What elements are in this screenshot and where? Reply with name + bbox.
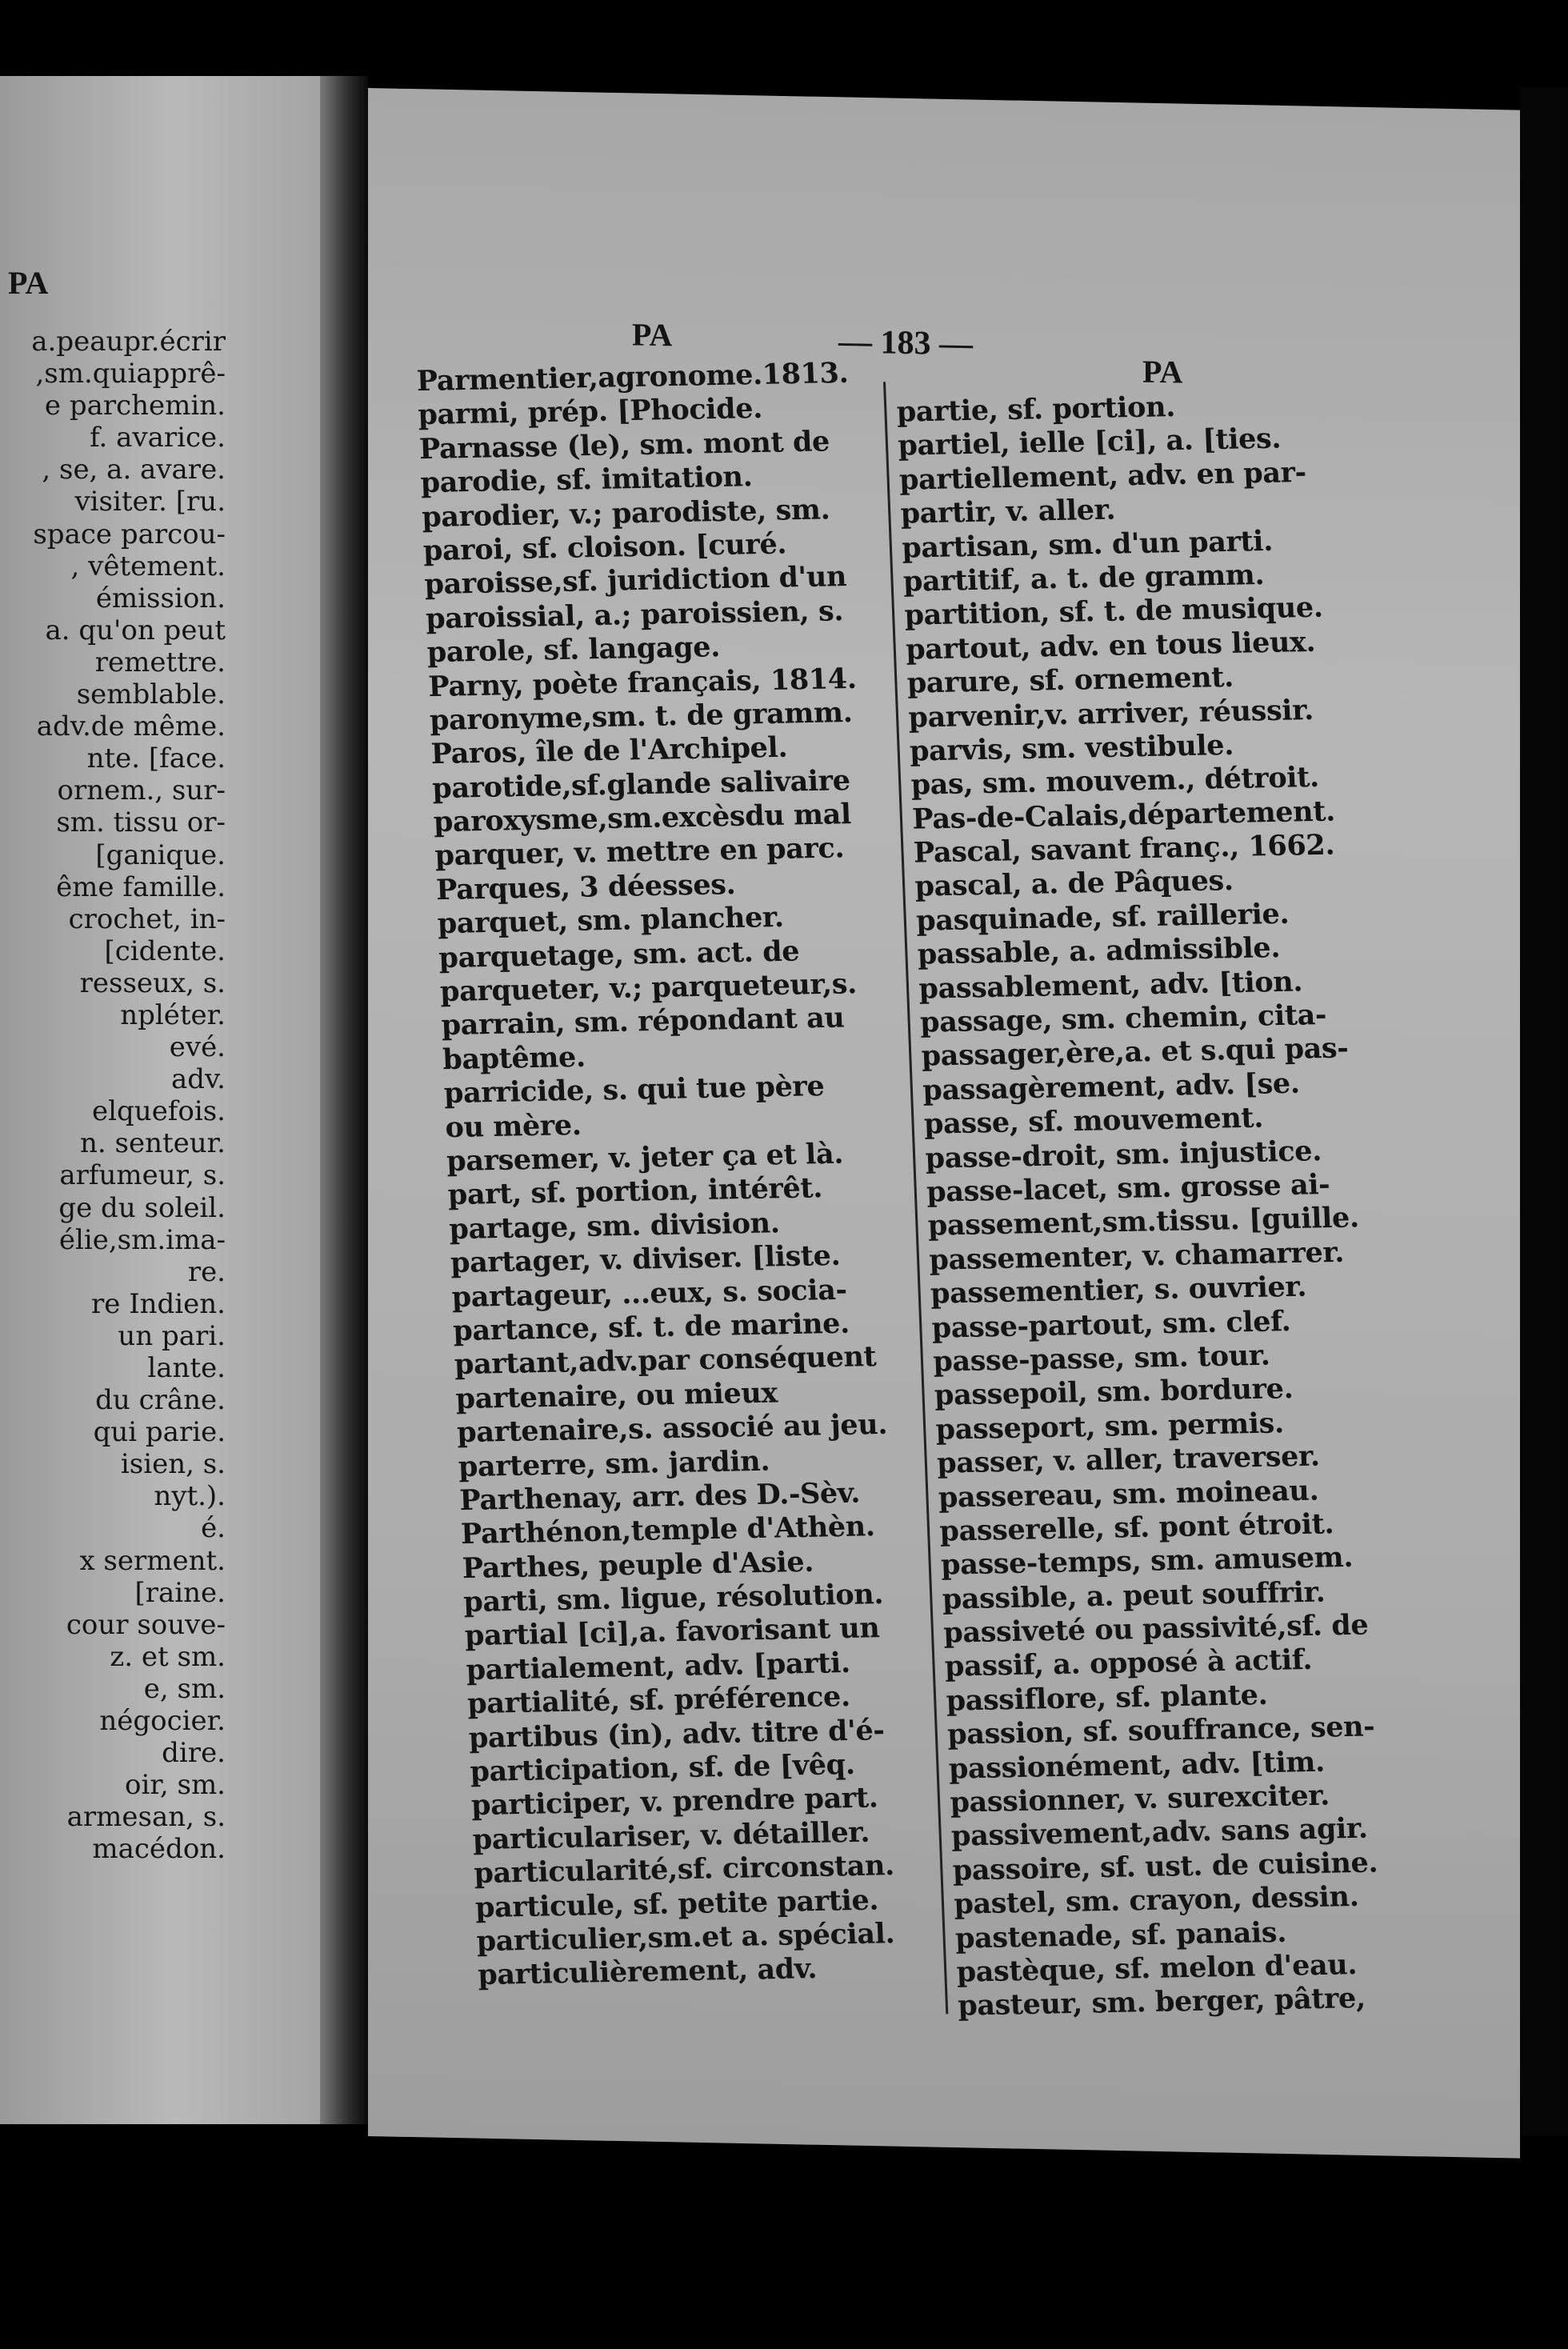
dictionary-entry-line: parqueter, v.; parqueteur,s. [439, 967, 858, 1009]
dictionary-entry-line: passager,ère,a. et s.qui pas- [920, 1031, 1350, 1074]
dictionary-entry-line: evé. [169, 1031, 226, 1064]
dictionary-entry-line: passivement,adv. sans agir. [950, 1812, 1369, 1854]
dictionary-entry-line: partenaire,s. associé au jeu. [456, 1407, 888, 1450]
running-head-right: PA [1142, 353, 1183, 390]
dictionary-entry-line: partage, sm. division. [448, 1206, 781, 1246]
dictionary-entry-line: [raine. [134, 1576, 226, 1609]
dictionary-entry-line: pastèque, sf. melon d'eau. [955, 1948, 1358, 1989]
dictionary-entry-line: passoire, sf. ust. de cuisine. [951, 1846, 1378, 1887]
dictionary-entry-line: partenaire, ou mieux [454, 1376, 778, 1415]
dictionary-entry-line: resseux, s. [79, 966, 226, 999]
dictionary-entry-line: parricide, s. qui tue père [443, 1070, 826, 1110]
dictionary-entry-line: isien, s. [120, 1448, 226, 1481]
dictionary-entry-line: re. [187, 1255, 226, 1288]
dictionary-entry-line: passe-partout, sm. clef. [930, 1304, 1292, 1345]
dictionary-entry-line: Pascal, savant franç., 1662. [913, 828, 1335, 870]
dictionary-entry-line: qui parie. [93, 1416, 226, 1449]
dictionary-entry-line: paronyme,sm. t. de gramm. [429, 695, 854, 738]
dictionary-entry-line: crochet, in- [68, 902, 226, 935]
dictionary-entry-line: [cidente. [104, 934, 226, 967]
dictionary-entry-line: passement,sm.tissu. [guille. [927, 1201, 1360, 1243]
dictionary-entry-line: passablement, adv. [tion. [918, 965, 1303, 1006]
dictionary-entry-line: partition, sf. t. de musique. [903, 590, 1324, 633]
dictionary-entry-line: parrain, sm. répondant au [440, 1001, 846, 1042]
dictionary-entry-line: armesan, s. [66, 1801, 226, 1834]
dictionary-entry-line: [ganique. [95, 838, 226, 871]
dictionary-entry-line: lante. [147, 1352, 226, 1384]
dictionary-entry-line: pasquinade, sf. raillerie. [915, 897, 1290, 938]
dictionary-entry-line: pas, sm. mouvem., détroit. [910, 761, 1320, 802]
dictionary-entry-line: passif, a. opposé à actif. [944, 1643, 1313, 1684]
dictionary-entry-line: macédon. [92, 1833, 226, 1866]
dictionary-entry-line: participer, v. prendre part. [470, 1781, 879, 1823]
dictionary-entry-line: passer, v. aller, traverser. [936, 1439, 1321, 1480]
dictionary-entry-line: passible, a. peut souffrir. [941, 1575, 1326, 1616]
dictionary-entry-line: partageur, ...eux, s. socia- [450, 1273, 848, 1314]
dictionary-entry-line: partialité, sf. préférence. [466, 1680, 851, 1721]
dictionary-entry-line: passerelle, sf. pont étroit. [938, 1507, 1334, 1548]
dictionary-entry-line: n. senteur. [80, 1127, 226, 1160]
dictionary-entry-line: parquer, v. mettre en parc. [434, 831, 845, 873]
dictionary-entry-line: passe-temps, sm. amusem. [940, 1541, 1354, 1582]
dictionary-entry-line: semblable. [76, 678, 226, 711]
dictionary-entry-line: parmi, prép. [Phocide. [417, 392, 763, 432]
dictionary-entry-line: ge du soleil. [58, 1191, 226, 1224]
dictionary-entry-line: passage, sm. chemin, cita- [919, 998, 1327, 1039]
dictionary-entry-line: paroi, sf. cloison. [curé. [422, 527, 787, 568]
dictionary-entry-line: partibus (in), adv. titre d'é- [468, 1713, 886, 1755]
dictionary-entry-line: ornem., sur- [57, 774, 226, 807]
dictionary-entry-line: du crâne. [95, 1384, 226, 1417]
dictionary-entry-line: space parcou- [33, 518, 226, 550]
dictionary-entry-line: cour souve- [66, 1608, 226, 1641]
dictionary-entry-line: parole, sf. langage. [426, 630, 721, 670]
dictionary-entry-line: , se, a. avare. [42, 454, 226, 486]
dictionary-entry-line: Parthenay, arr. des D.-Sèv. [458, 1476, 861, 1518]
dictionary-entry-line: parvenir,v. arriver, réussir. [907, 693, 1314, 734]
dictionary-entry-line: e, sm. [143, 1672, 226, 1705]
dictionary-entry-line: z. et sm. [110, 1640, 226, 1673]
dictionary-entry-line: partir, v. aller. [899, 493, 1116, 530]
dictionary-entry-line: x serment. [79, 1544, 226, 1577]
book-gutter [320, 76, 368, 2124]
dictionary-column-2 [896, 387, 1422, 2024]
dictionary-entry-line: paroxysme,sm.excèsdu mal [433, 798, 852, 839]
dictionary-entry-line: baptême. [442, 1040, 586, 1076]
dictionary-entry-line: adv. [170, 1063, 226, 1096]
dictionary-entry-line: particulier,sm.et a. spécial. [475, 1917, 896, 1959]
dictionary-entry-line: élie,sm.ima- [58, 1223, 226, 1256]
page-number: — 183 — [838, 323, 973, 363]
dictionary-entry-line: partager, v. diviser. [liste. [450, 1239, 842, 1280]
left-page-text [0, 326, 320, 1866]
dictionary-entry-line: particule, sf. petite partie. [474, 1883, 879, 1924]
dictionary-entry-line: passeport, sm. permis. [934, 1407, 1285, 1447]
dictionary-entry-line: partialement, adv. [parti. [465, 1646, 851, 1687]
dictionary-entry-line: e parchemin. [44, 390, 226, 422]
dictionary-entry-line: remettre. [94, 646, 226, 678]
dictionary-entry-line: arfumeur, s. [59, 1159, 226, 1192]
dictionary-entry-line: Parny, poète français, 1814. [427, 662, 858, 703]
dictionary-entry-line: pastel, sm. crayon, dessin. [953, 1880, 1360, 1921]
dictionary-entry-line: dire. [162, 1737, 226, 1770]
dictionary-entry-line: parquetage, sm. act. de [438, 934, 800, 974]
dictionary-entry-line: émission. [95, 582, 226, 614]
dictionary-entry-line: é. [201, 1512, 226, 1545]
dictionary-entry-line: Paros, île de l'Archipel. [430, 730, 788, 771]
dictionary-entry-line: parotide,sf.glande salivaire [431, 763, 851, 805]
dictionary-entry-line: partie, sf. portion. [896, 390, 1176, 429]
dictionary-entry-line: partout, adv. en tous lieux. [905, 625, 1316, 666]
dictionary-entry-line: passe, sf. mouvement. [923, 1101, 1264, 1141]
dictionary-entry-line: passementer, v. chamarrer. [928, 1235, 1345, 1277]
dictionary-entry-line: ,sm.quiapprê- [35, 358, 226, 390]
dictionary-entry-line: part, sf. portion, intérêt. [447, 1171, 823, 1212]
dictionary-entry-line: passe-passe, sm. tour. [932, 1339, 1271, 1379]
dictionary-entry-line: ême famille. [56, 870, 226, 903]
dictionary-entry-line: pasteur, sm. berger, pâtre, [957, 1982, 1366, 2023]
dictionary-entry-line: npléter. [120, 998, 226, 1031]
dictionary-entry-line: Parnasse (le), sm. mont de [418, 425, 830, 466]
dictionary-entry-line: passereau, sm. moineau. [938, 1474, 1319, 1515]
dictionary-entry-line: visiter. [ru. [74, 486, 226, 518]
dictionary-entry-line: , vêtement. [70, 550, 226, 582]
dictionary-entry-line: partiellement, adv. en par- [898, 455, 1307, 497]
page-edge [1520, 88, 1568, 2136]
dictionary-entry-line: Parmentier,agronome.1813. [416, 356, 850, 398]
dictionary-entry-line: paroisse,sf. juridiction d'un [423, 560, 847, 602]
dictionary-entry-line: ou mère. [444, 1108, 582, 1144]
dictionary-entry-line: nte. [face. [86, 742, 226, 775]
dictionary-entry-line: paroissial, a.; paroissien, s. [425, 594, 844, 635]
dictionary-entry-line: passable, a. admissible. [917, 931, 1281, 971]
dictionary-entry-line: particulièrement, adv. [477, 1952, 818, 1992]
dictionary-column-1 [416, 356, 938, 1993]
dictionary-entry-line: négocier. [99, 1705, 226, 1738]
dictionary-entry-line: passementier, s. ouvrier. [930, 1270, 1307, 1311]
dictionary-entry-line: adv.de même. [36, 710, 226, 743]
left-page [0, 76, 320, 2124]
dictionary-entry-line: pascal, a. de Pâques. [914, 864, 1234, 904]
dictionary-entry-line: parodie, sf. imitation. [419, 460, 754, 500]
right-page [368, 88, 1520, 2159]
dictionary-entry-line: a. qu'on peut [45, 614, 226, 646]
dictionary-entry-line: parsemer, v. jeter ça et là. [446, 1137, 844, 1179]
dictionary-entry-line: re Indien. [91, 1287, 226, 1320]
dictionary-entry-line: passagèrement, adv. [se. [922, 1066, 1301, 1107]
dictionary-entry-line: partant,adv.par conséquent [454, 1340, 878, 1382]
dictionary-entry-line: parvis, sm. vestibule. [909, 728, 1234, 768]
dictionary-entry-line: particularité,sf. circonstan. [473, 1849, 895, 1891]
dictionary-entry-line: passiflore, sf. plante. [945, 1678, 1268, 1718]
dictionary-entry-line: passepoil, sm. bordure. [934, 1372, 1294, 1413]
dictionary-entry-line: un pari. [118, 1319, 226, 1352]
dictionary-entry-line: parodier, v.; parodiste, sm. [421, 492, 830, 534]
dictionary-entry-line: passiveté ou passivité,sf. de [942, 1608, 1369, 1650]
dictionary-entry-line: Parthénon,temple d'Athèn. [460, 1510, 876, 1551]
dictionary-entry-line: oir, sm. [125, 1769, 226, 1802]
dictionary-entry-line: pastenade, sf. panais. [954, 1915, 1287, 1955]
dictionary-entry-line: elquefois. [92, 1095, 226, 1128]
dictionary-entry-line: partial [ci],a. favorisant un [464, 1611, 881, 1653]
dictionary-entry-line: partisan, sm. d'un parti. [901, 524, 1274, 565]
running-head-left: PA [632, 316, 673, 354]
dictionary-entry-line: partance, sf. t. de marine. [452, 1307, 850, 1348]
dictionary-entry-line: passe-lacet, sm. grosse ai- [926, 1167, 1331, 1209]
dictionary-entry-line: passionner, v. surexciter. [949, 1779, 1330, 1819]
dictionary-entry-line: participation, sf. de [vêq. [469, 1747, 856, 1789]
dictionary-entry-line: sm. tissu or- [56, 806, 226, 839]
dictionary-entry-line: parquet, sm. plancher. [437, 901, 785, 941]
dictionary-entry-line: Parques, 3 déesses. [435, 867, 736, 907]
dictionary-entry-line: parti, sm. ligue, résolution. [462, 1578, 884, 1619]
dictionary-entry-line: parure, sf. ornement. [906, 660, 1234, 700]
dictionary-entry-line: partitif, a. t. de gramm. [902, 558, 1265, 598]
dictionary-entry-line: passionément, adv. [tim. [948, 1745, 1326, 1786]
dictionary-entry-line: partiel, ielle [ci], a. [ties. [897, 422, 1282, 463]
dictionary-entry-line: Parthes, peuple d'Asie. [461, 1545, 814, 1585]
dictionary-entry-line: a.peaupr.écrir [31, 326, 226, 358]
left-page-header: PA [8, 265, 49, 301]
dictionary-entry-line: Pas-de-Calais,département. [911, 794, 1336, 836]
dictionary-entry-line: parterre, sm. jardin. [458, 1444, 770, 1483]
dictionary-entry-line: passe-droit, sm. injustice. [924, 1134, 1322, 1175]
dictionary-entry-line: f. avarice. [90, 422, 226, 454]
dictionary-entry-line: nyt.). [154, 1480, 226, 1513]
dictionary-entry-line: particulariser, v. détailler. [471, 1815, 870, 1856]
dictionary-entry-line: passion, sf. souffrance, sen- [946, 1710, 1376, 1751]
